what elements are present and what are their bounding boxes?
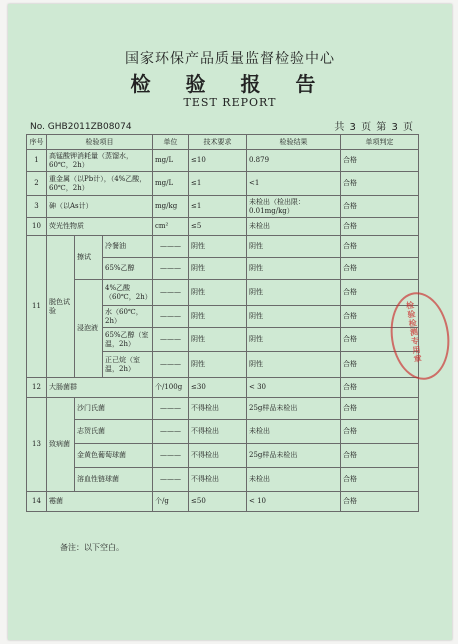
row-no: 14 — [27, 492, 47, 512]
row-req: 阴性 — [189, 306, 247, 328]
remarks: 备注：以下空白。 — [60, 543, 124, 552]
row-item: 沙门氏菌 — [75, 398, 153, 420]
row-verdict: 合格 — [341, 492, 419, 512]
row-result: 25g样品未检出 — [247, 444, 341, 468]
row-result: < 30 — [247, 378, 341, 398]
header-row — [27, 135, 458, 150]
group-label: 脱色试验 — [47, 236, 75, 378]
row-item: 霉菌 — [47, 492, 153, 512]
row-unit: 个/100g — [153, 378, 189, 398]
subgroup-label: 擦试 — [75, 236, 103, 280]
row-req: 不得检出 — [189, 468, 247, 492]
row-req: 不得检出 — [189, 420, 247, 444]
row-item: 水（60℃，2h） — [103, 306, 153, 328]
row-item: 砷（以As计） — [47, 196, 153, 218]
row-req: ≤30 — [189, 378, 247, 398]
row-unit: ——— — [153, 398, 189, 420]
row-req: ≤1 — [189, 172, 247, 196]
col-result: 检验结果 — [247, 135, 341, 150]
row-unit: ——— — [153, 444, 189, 468]
row-unit: ——— — [153, 352, 189, 378]
row-verdict: 合格 — [341, 306, 419, 328]
row-item: 65%乙醇（室温，2h） — [103, 328, 153, 352]
row-req: ≤5 — [189, 218, 247, 236]
row-verdict: 合格 — [341, 236, 419, 258]
row-result: 未检出（检出限：0.01mg/kg） — [247, 196, 341, 218]
col-no: 序号 — [27, 135, 47, 150]
row-result: 未检出 — [247, 468, 341, 492]
row-result: 0.879 — [247, 150, 341, 172]
col-item: 检验项目 — [47, 135, 153, 150]
row-no: 10 — [27, 218, 47, 236]
row-req: 阴性 — [189, 352, 247, 378]
report-title: 检 验 报 告 — [130, 72, 330, 96]
row-item: 溶血性链球菌 — [75, 468, 153, 492]
row-no: 13 — [27, 398, 47, 492]
org-name: 国家环保产品质量监督检验中心 — [125, 51, 335, 67]
row-item: 正己烷（室温，2h） — [103, 352, 153, 378]
row-verdict: 合格 — [341, 468, 419, 492]
row-result: 阴性 — [247, 236, 341, 258]
row-result: 未检出 — [247, 218, 341, 236]
row-result: 阴性 — [247, 352, 341, 378]
row-result: 阴性 — [247, 306, 341, 328]
row-item: 65%乙醇 — [103, 258, 153, 280]
seal-text: 检验检测专用章 — [405, 300, 423, 365]
row-req: 阴性 — [189, 280, 247, 306]
row-result: < 10 — [247, 492, 341, 512]
col-unit: 单位 — [153, 135, 189, 150]
table-row — [27, 172, 458, 196]
row-result: 阴性 — [247, 280, 341, 306]
col-verdict: 单项判定 — [341, 135, 419, 150]
row-verdict: 合格 — [341, 420, 419, 444]
row-item: 冷餐油 — [103, 236, 153, 258]
row-unit: ——— — [153, 328, 189, 352]
row-result: 阴性 — [247, 258, 341, 280]
row-no: 1 — [27, 150, 47, 172]
row-verdict: 合格 — [341, 280, 419, 306]
row-req: ≤10 — [189, 150, 247, 172]
row-verdict: 合格 — [341, 378, 419, 398]
row-verdict: 合格 — [341, 398, 419, 420]
table-row — [27, 236, 458, 258]
row-unit: ——— — [153, 306, 189, 328]
row-unit: mg/kg — [153, 196, 189, 218]
row-req: ≤50 — [189, 492, 247, 512]
table-row — [27, 218, 458, 236]
table-row — [27, 378, 458, 398]
row-req: 不得检出 — [189, 444, 247, 468]
row-no: 12 — [27, 378, 47, 398]
row-result: 阴性 — [247, 328, 341, 352]
table-row — [27, 468, 458, 492]
row-result: 未检出 — [247, 420, 341, 444]
row-req: 阴性 — [189, 258, 247, 280]
row-req: ≤1 — [189, 196, 247, 218]
table-row — [27, 280, 458, 306]
row-req: 阴性 — [189, 328, 247, 352]
row-item: 志贺氏菌 — [75, 420, 153, 444]
row-unit: ——— — [153, 236, 189, 258]
row-item: 金黄色葡萄球菌 — [75, 444, 153, 468]
row-unit: ——— — [153, 468, 189, 492]
group-label: 致病菌 — [47, 398, 75, 492]
row-unit: 个/g — [153, 492, 189, 512]
row-verdict: 合格 — [341, 444, 419, 468]
row-unit: ——— — [153, 280, 189, 306]
page-info: 共 3 页 第 3 页 — [334, 122, 414, 133]
row-item: 荧光性物质 — [47, 218, 153, 236]
table-row — [27, 492, 458, 512]
row-verdict: 合格 — [341, 328, 419, 352]
table-row — [27, 398, 458, 420]
row-unit: mg/L — [153, 150, 189, 172]
table-row — [27, 150, 458, 172]
row-req: 不得检出 — [189, 398, 247, 420]
row-verdict: 合格 — [341, 352, 419, 378]
table-row — [27, 444, 458, 468]
row-verdict: 合格 — [341, 258, 419, 280]
row-verdict: 合格 — [341, 150, 419, 172]
row-no: 3 — [27, 196, 47, 218]
row-unit: mg/L — [153, 172, 189, 196]
row-verdict: 合格 — [341, 218, 419, 236]
row-verdict: 合格 — [341, 172, 419, 196]
table-row — [27, 196, 458, 218]
row-result: 25g样品未检出 — [247, 398, 341, 420]
row-item: 大肠菌群 — [47, 378, 153, 398]
table-row — [27, 420, 458, 444]
subgroup-label: 浸泡液 — [75, 280, 103, 378]
col-req: 技术要求 — [189, 135, 247, 150]
row-verdict: 合格 — [341, 196, 419, 218]
row-unit: ——— — [153, 258, 189, 280]
row-no: 2 — [27, 172, 47, 196]
report-number: No. GHB2011ZB08074 — [30, 122, 132, 132]
row-unit: ——— — [153, 420, 189, 444]
row-result: <1 — [247, 172, 341, 196]
report-subtitle: TEST REPORT — [183, 96, 277, 109]
row-no: 11 — [27, 236, 47, 378]
report-sheet — [8, 4, 452, 640]
row-item: 4%乙酸（60℃，2h） — [103, 280, 153, 306]
row-item: 高锰酸钾消耗量（蒸馏水，60℃，2h） — [47, 150, 153, 172]
row-unit: cm² — [153, 218, 189, 236]
row-req: 阴性 — [189, 236, 247, 258]
row-item: 重金属（以Pb计），（4%乙酸，60℃，2h） — [47, 172, 153, 196]
